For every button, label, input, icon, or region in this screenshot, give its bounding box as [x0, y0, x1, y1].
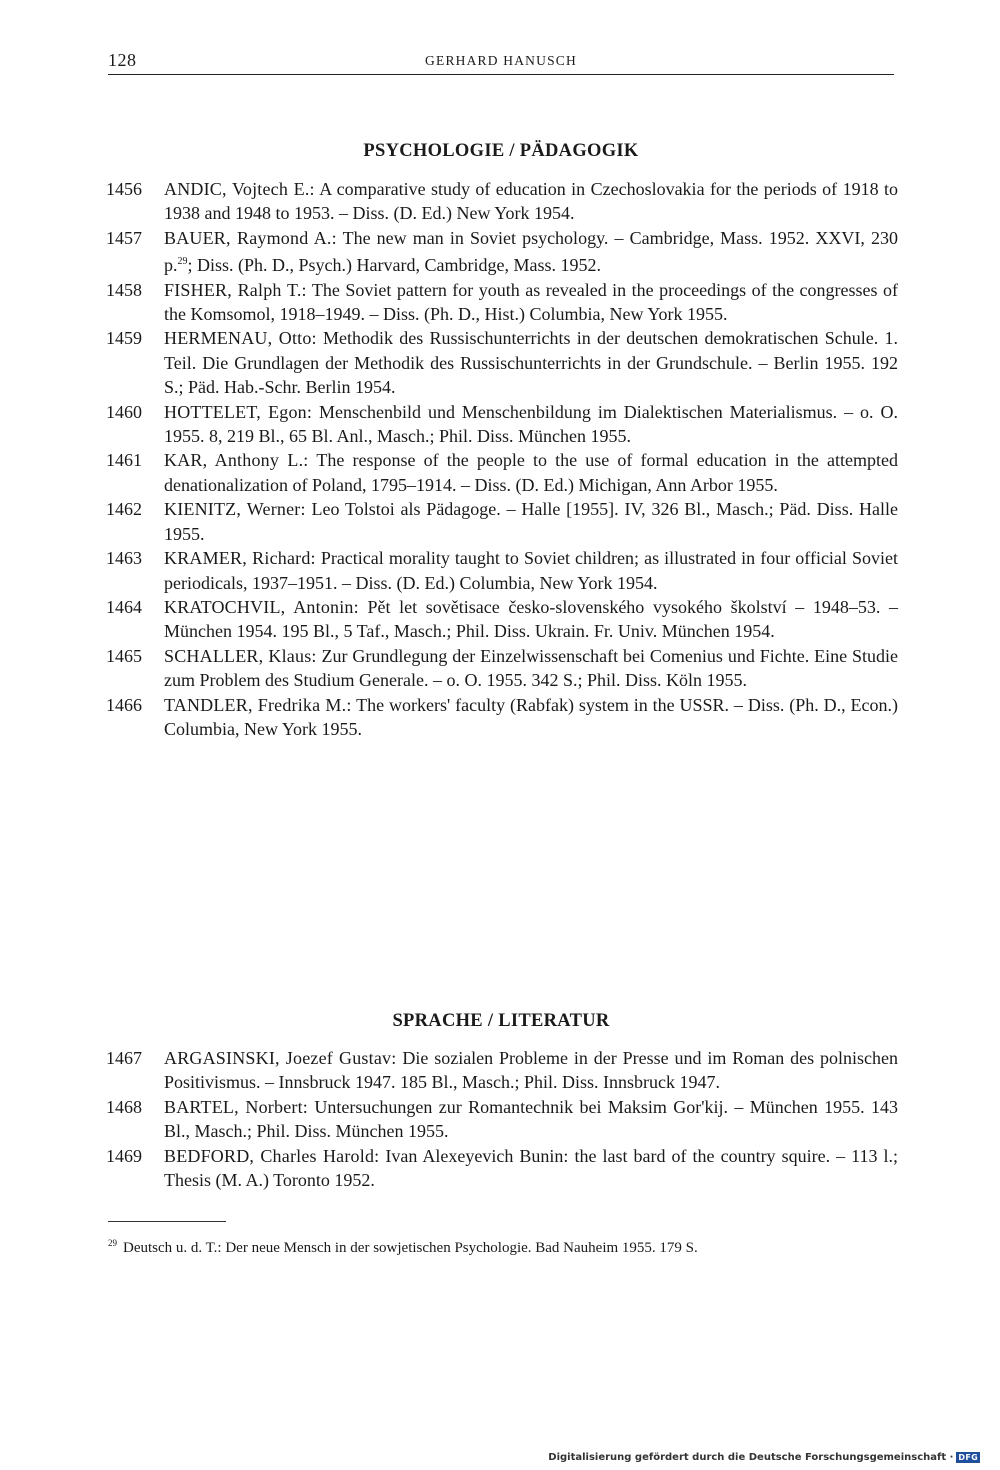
bibliography-entry [106, 278, 898, 327]
entry-text: Menschenbild und Menschenbildung im Dialektischen Materialismus. – o. O. 1955. 8, 219 Bl., 65 Bl. Anl., Masch.; Phil. Diss. München 1955. [164, 401, 898, 447]
entry-number: 1460 [106, 401, 142, 422]
bibliography-entry [106, 644, 898, 693]
footnote-rule [108, 1221, 226, 1222]
bibliography-entry [106, 595, 898, 644]
entry-number: 1466 [106, 694, 142, 715]
entry-number: 1462 [106, 499, 142, 520]
bibliography-entry [106, 226, 898, 278]
entry-text: Leo Tolstoi als Pädagoge. – Halle [1955]. IV, 326 Bl., Masch.; Päd. Diss. Halle 1955. [164, 499, 898, 544]
entry-text: Zur Grundlegung der Einzelwissenschaft bei Comenius und Fichte. Eine Studie zum Problem des Studium Generale. – o. O. 1955. 342 S.; Phil. Diss. Köln 1955. [164, 645, 899, 691]
entry-text: Ivan Alexeyevich Bunin: the last bard of the country squire. – 113 l.; Thesis (M. A.) Toronto 1952. [164, 1145, 899, 1191]
bibliography-entry [106, 546, 898, 595]
entry-text: Pět let sovětisace česko-slovenského vysokého školství – 1948–53. – München 1954. 195 Bl., 5 Taf., Masch.; Phil. Diss. Ukrain. Fr. Univ. München 1954. [164, 596, 899, 642]
bibliography-entry [106, 1144, 898, 1193]
section-heading-psychologie: PSYCHOLOGIE / PÄDAGOGIK [363, 141, 639, 162]
entry-author: HOTTELET, Egon: [164, 401, 313, 422]
footnote-mark: 29 [108, 1238, 117, 1248]
bibliography-entry [106, 326, 898, 399]
credit-text: Digitalisierung gefördert durch die Deutsche Forschungsgemeinschaft · [548, 1452, 954, 1463]
entry-number: 1464 [106, 596, 142, 617]
entry-author: SCHALLER, Klaus: [164, 645, 317, 666]
page-number: 128 [108, 50, 137, 70]
entry-text: A comparative study of education in Czechoslovakia for the periods of 1918 to 1938 and 1948 to 1953. – Diss. (D. Ed.) New York 1954. [164, 179, 898, 224]
entry-list-literatur [106, 1046, 898, 1192]
entry-author: KAR, Anthony L.: [164, 450, 309, 471]
entry-text: The Soviet pattern for youth as revealed in the proceedings of the congresses of the Komsomol, 1918–1949. – Diss. (Ph. D., Hist.) Columbia, New York 1955. [164, 279, 898, 325]
running-header-author: GERHARD HANUSCH [425, 53, 577, 68]
entry-author: HERMENAU, Otto: [164, 328, 317, 349]
entry-text: Die sozialen Probleme in der Presse und im Roman des polnischen Positivismus. – Innsbruck 1947. 185 Bl., Masch.; Phil. Diss. Innsbruck 1947. [164, 1048, 899, 1093]
entry-text: Untersuchungen zur Romantechnik bei Maksim Gor'kij. – München 1955. 143 Bl., Masch.; Phil. Diss. München 1955. [164, 1096, 899, 1142]
dfg-logo: DFG [958, 1453, 978, 1462]
entry-number: 1467 [106, 1048, 142, 1068]
entry-author: BARTEL, Norbert: [164, 1096, 308, 1117]
entry-number: 1456 [106, 179, 142, 199]
digitization-credit [548, 1452, 980, 1463]
entry-author: KIENITZ, Werner: [164, 499, 306, 520]
entry-number: 1458 [106, 279, 142, 300]
entry-text-continued: ; Diss. (Ph. D., Psych.) Harvard, Cambridge, Mass. 1952. [187, 255, 601, 276]
entry-number: 1457 [106, 227, 142, 248]
entry-author: TANDLER, Fredrika M.: [164, 694, 352, 715]
bibliography-entry [106, 1095, 898, 1144]
footnote-reference: 29 [177, 256, 188, 268]
bibliography-entry [106, 693, 898, 742]
entry-author: FISHER, Ralph T.: [164, 279, 307, 300]
bibliography-entry [106, 1046, 898, 1095]
entry-text: Practical morality taught to Soviet children; as illustrated in four official Soviet periodicals, 1937–1951. – Diss. (D. Ed.) Columbia, New York 1954. [164, 548, 898, 593]
entry-number: 1461 [106, 450, 142, 471]
running-header [108, 50, 894, 75]
footnote-text: Deutsch u. d. T.: Der neue Mensch in der sowjetischen Psychologie. Bad Nauheim 1955. 179 S. [123, 1240, 698, 1256]
entry-text: The response of the people to the use of formal education in the attempted denationalization of Poland, 1795–1914. – Diss. (D. Ed.) Michigan, Ann Arbor 1955. [164, 450, 898, 495]
entry-author: ARGASINSKI, Joezef Gustav: [164, 1048, 397, 1068]
entry-number: 1459 [106, 328, 142, 349]
entry-text: The workers' faculty (Rabfak) system in the USSR. – Diss. (Ph. D., Econ.) Columbia, New York 1955. [164, 694, 898, 739]
entry-author: BEDFORD, Charles Harold: [164, 1145, 380, 1166]
bibliography-entry [106, 177, 898, 226]
entry-text: Methodik des Russischunterrichts in der deutschen demokratischen Schule. 1. Teil. Die Grundlagen der Methodik des Russischunterrichts in der Grundschule. – Berlin 1955. 192 S.; Päd. Hab.-Schr. Berlin 1954. [164, 328, 899, 398]
entry-author: KRATOCHVIL, Antonin: [164, 596, 359, 617]
entry-author: ANDIC, Vojtech E.: [164, 179, 315, 199]
entry-number: 1468 [106, 1096, 142, 1117]
entry-author: KRAMER, Richard: [164, 548, 316, 569]
bibliography-entry [106, 497, 898, 546]
section-heading-literatur: SPRACHE / LITERATUR [392, 1011, 610, 1032]
footnote [108, 1234, 900, 1258]
entry-list-psychologie [106, 177, 898, 741]
entry-text: The new man in Soviet psychology. – Cambridge, Mass. 1952. XXVI, 230 p. [164, 227, 898, 276]
entry-number: 1465 [106, 645, 142, 666]
bibliography-entry [106, 400, 898, 449]
bibliography-entry [106, 448, 898, 497]
entry-number: 1469 [106, 1145, 142, 1166]
entry-author: BAUER, Raymond A.: [164, 227, 337, 248]
entry-number: 1463 [106, 548, 142, 569]
